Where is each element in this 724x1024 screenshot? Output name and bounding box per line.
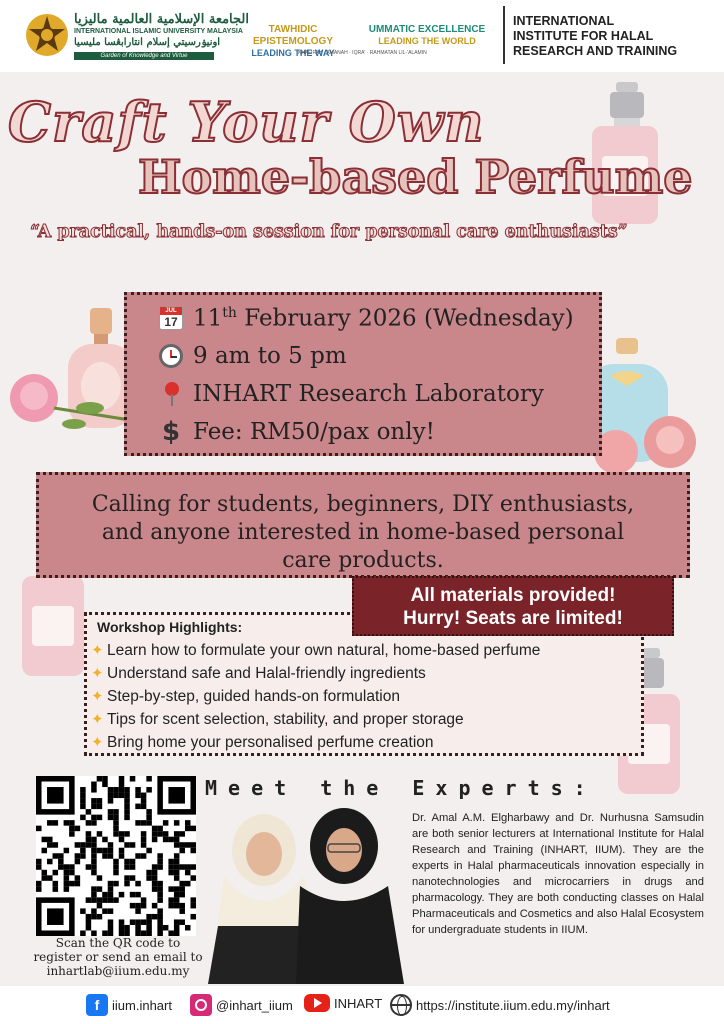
experts-heading: Meet the Experts: xyxy=(205,776,597,800)
iium-tagline: Garden of Knowledge and Virtue xyxy=(74,52,214,60)
instagram-link[interactable] xyxy=(190,994,293,1016)
sparkle-icon: ✦ xyxy=(91,665,104,682)
motto-tawhidic-line2: LEADING THE WAY xyxy=(251,48,335,58)
instagram-icon xyxy=(190,994,212,1016)
workshop-highlights-list xyxy=(91,639,540,754)
youtube-icon xyxy=(304,994,330,1012)
motto-values: KHALIFAH · AMANAH · IQRA' · RAHMATAN LIL-'ALAMIN xyxy=(298,50,427,56)
calendar-icon xyxy=(159,306,183,330)
qr-caption-line1: Scan the QR code to xyxy=(55,936,181,950)
inhart-line1: INTERNATIONAL xyxy=(513,14,615,28)
event-venue-row xyxy=(159,377,544,411)
registration-email[interactable]: inhartlab@iium.edu.my xyxy=(46,964,190,978)
iium-arabic-name: الجامعة الإسلامية العالمية ماليزيا xyxy=(74,12,249,27)
event-fee: Fee: RM50/pax only! xyxy=(193,419,435,445)
event-date xyxy=(193,305,574,332)
iium-crest-icon xyxy=(24,12,70,58)
title-main: Home-based Perfume xyxy=(138,150,693,204)
iium-english-name: INTERNATIONAL ISLAMIC UNIVERSITY MALAYSIA xyxy=(74,28,243,35)
highlight-text: Bring home your personalised perfume creation xyxy=(107,734,434,751)
materials-badge-line1: All materials provided! xyxy=(410,585,616,606)
audience-call-text xyxy=(39,491,687,575)
event-time: 9 am to 5 pm xyxy=(193,343,347,369)
header-bar xyxy=(0,0,724,72)
event-date-rest: February 2026 (Wednesday) xyxy=(236,305,574,332)
highlight-text: Learn how to formulate your own natural, home-based perfume xyxy=(107,642,541,659)
title-subtitle: “A practical, hands-on session for personal care enthusiasts” xyxy=(30,222,628,242)
iium-malay-name: اونيۏرسيتي إسلام انتارابڠسا مليسيا xyxy=(74,37,221,48)
facebook-link[interactable] xyxy=(86,994,172,1016)
instagram-handle: @inhart_iium xyxy=(216,997,293,1013)
qr-caption xyxy=(32,936,204,978)
dollar-icon: $ xyxy=(161,417,181,447)
registration-qr-code[interactable] xyxy=(36,776,196,936)
event-info-box xyxy=(124,292,602,456)
audience-call-line2: and anyone interested in home-based personal xyxy=(101,520,625,545)
inhart-line2: INSTITUTE FOR HALAL xyxy=(513,29,654,43)
highlight-text: Step-by-step, guided hands-on formulation xyxy=(107,688,400,705)
location-pin-icon xyxy=(165,382,179,406)
materials-badge-line2: Hurry! Seats are limited! xyxy=(403,608,623,629)
workshop-highlights-title: Workshop Highlights: xyxy=(97,619,243,635)
event-date-row xyxy=(159,301,574,335)
highlight-text: Understand safe and Halal-friendly ingredients xyxy=(107,665,426,682)
list-item xyxy=(91,639,540,662)
footer-social-bar xyxy=(0,986,724,1024)
youtube-link[interactable] xyxy=(304,994,382,1012)
youtube-handle: INHART xyxy=(334,995,383,1011)
calendar-icon-day: 17 xyxy=(164,315,178,329)
header-divider xyxy=(503,6,505,64)
event-date-suffix: th xyxy=(222,304,237,321)
calendar-icon-month: JUL xyxy=(160,307,182,315)
motto-ummatic-line2: LEADING THE WORLD xyxy=(378,36,476,46)
iium-wordmark xyxy=(74,12,249,60)
event-fee-row xyxy=(159,415,435,449)
event-venue: INHART Research Laboratory xyxy=(193,381,544,407)
sparkle-icon: ✦ xyxy=(91,711,104,728)
globe-icon xyxy=(390,994,412,1016)
audience-call-line3: care products. xyxy=(282,548,444,573)
highlight-text: Tips for scent selection, stability, and proper storage xyxy=(107,711,464,728)
experts-photo xyxy=(204,806,410,984)
audience-call-box xyxy=(36,472,690,578)
sparkle-icon: ✦ xyxy=(91,688,104,705)
website-link[interactable] xyxy=(390,994,610,1016)
facebook-icon: f xyxy=(86,994,108,1016)
list-item xyxy=(91,708,540,731)
list-item xyxy=(91,662,540,685)
facebook-handle: iium.inhart xyxy=(112,997,172,1013)
experts-bio: Dr. Amal A.M. Elgharbawy and Dr. Nurhusna Samsudin are both senior lecturers at International Institute for Halal Research and Training (INHART, IIUM). They are the experts in Halal pharmaceuticals innovation especially in nanotechnologies and microcarriers in drugs and pharmacology. They are both conducting classes on Halal Pharmaceuticals and Cosmetics and also Halal Ecosystem for undergraduate students in IIUM. xyxy=(412,812,704,936)
list-item xyxy=(91,685,540,708)
motto-ummatic xyxy=(362,24,492,47)
website-url: https://institute.iium.edu.my/inhart xyxy=(416,997,610,1013)
sparkle-icon: ✦ xyxy=(91,734,104,751)
inhart-line3: RESEARCH AND TRAINING xyxy=(513,44,678,58)
list-item xyxy=(91,731,540,754)
sparkle-icon: ✦ xyxy=(91,642,104,659)
event-time-row xyxy=(159,339,347,373)
motto-ummatic-line1: UMMATIC EXCELLENCE xyxy=(368,24,486,35)
qr-caption-line2: register or send an email to xyxy=(33,950,203,964)
title-script: Craft Your Own xyxy=(8,90,485,154)
clock-icon xyxy=(159,344,183,368)
materials-badge xyxy=(352,576,674,636)
motto-tawhidic-line1: TAWHIDIC EPISTEMOLOGY xyxy=(252,24,333,47)
audience-call-line1: Calling for students, beginners, DIY enthusiasts, xyxy=(91,492,635,517)
inhart-name xyxy=(513,14,677,59)
event-date-day: 11 xyxy=(193,305,223,332)
